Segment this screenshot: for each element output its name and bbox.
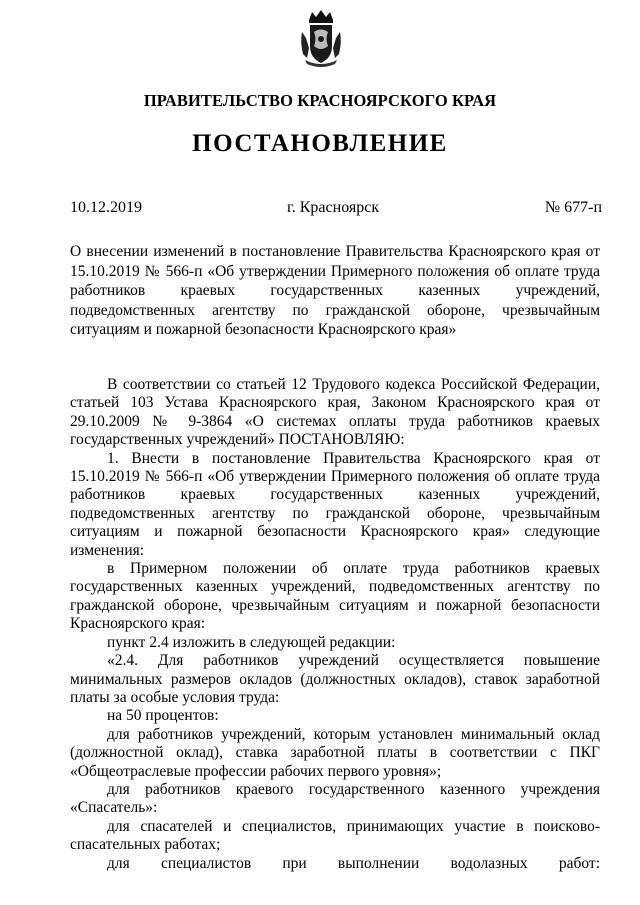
document-date: 10.12.2019 bbox=[70, 199, 142, 216]
document-number: № 677-п bbox=[544, 199, 602, 216]
document-city: г. Красноярск bbox=[287, 199, 380, 216]
document-subject: О внесении изменений в постановление Правительства Красноярского края от 15.10.2019 № 566-п «Об утверждении Примерного положения об оплате труда работников краевых государственных казенных учреждений, подведомственных агентству по гражданской обороне, чрезвычайным ситуациям и пожарной безопасности Красноярского края» bbox=[70, 243, 600, 338]
body-paragraph: 1. Внести в постановление Правительства Красноярского края от 15.10.2019 № 566-п «Об утверждении Примерного положения об оплате труда работников краевых государственных казенных учреждений, подведомственных агентству по гражданской обороне, чрезвычайным ситуациям и пожарной безопасности Красноярского края» следующие изменения: bbox=[70, 449, 600, 559]
body-paragraph: пункт 2.4 изложить в следующей редакции: bbox=[107, 633, 396, 651]
body-paragraph: В соответствии со статьей 12 Трудового кодекса Российской Федерации, статьей 103 Устава Красноярского края, Законом Красноярского края от 29.10.2009 № 9-3864 «О системах оплаты труда работников краевых государственных учреждений» ПОСТАНОВЛЯЮ: bbox=[70, 376, 600, 449]
body-paragraph: для спасателей и специалистов, принимающих участие в поисково-спасательных работах; bbox=[70, 817, 600, 854]
coat-of-arms-icon bbox=[299, 8, 343, 68]
document-type-title: ПОСТАНОВЛЕНИЕ bbox=[192, 130, 448, 157]
document-body bbox=[70, 376, 600, 873]
organization-title: ПРАВИТЕЛЬСТВО КРАСНОЯРСКОГО КРАЯ bbox=[143, 91, 497, 110]
body-paragraph: в Примерном положении об оплате труда работников краевых государственных казенных учреждений, подведомственных агентству по гражданской обороне, чрезвычайным ситуациям и пожарной безопасности Красноярского края: bbox=[70, 560, 600, 633]
body-paragraph: «2.4. Для работников учреждений осуществляется повышение минимальных размеров окладов (должностных окладов), ставок заработной платы за особые условия труда: bbox=[70, 652, 600, 706]
body-paragraph: на 50 процентов: bbox=[107, 707, 219, 725]
body-paragraph: для специалистов при выполнении водолазных работ: bbox=[107, 854, 600, 872]
body-paragraph: для работников краевого государственного казенного учреждения «Спасатель»: bbox=[70, 780, 600, 817]
body-paragraph: для работников учреждений, которым установлен минимальный оклад (должностной оклад), ставка заработной платы в соответствии с ПКГ «Общеотраслевые профессии рабочих первого уровня»; bbox=[70, 725, 600, 780]
